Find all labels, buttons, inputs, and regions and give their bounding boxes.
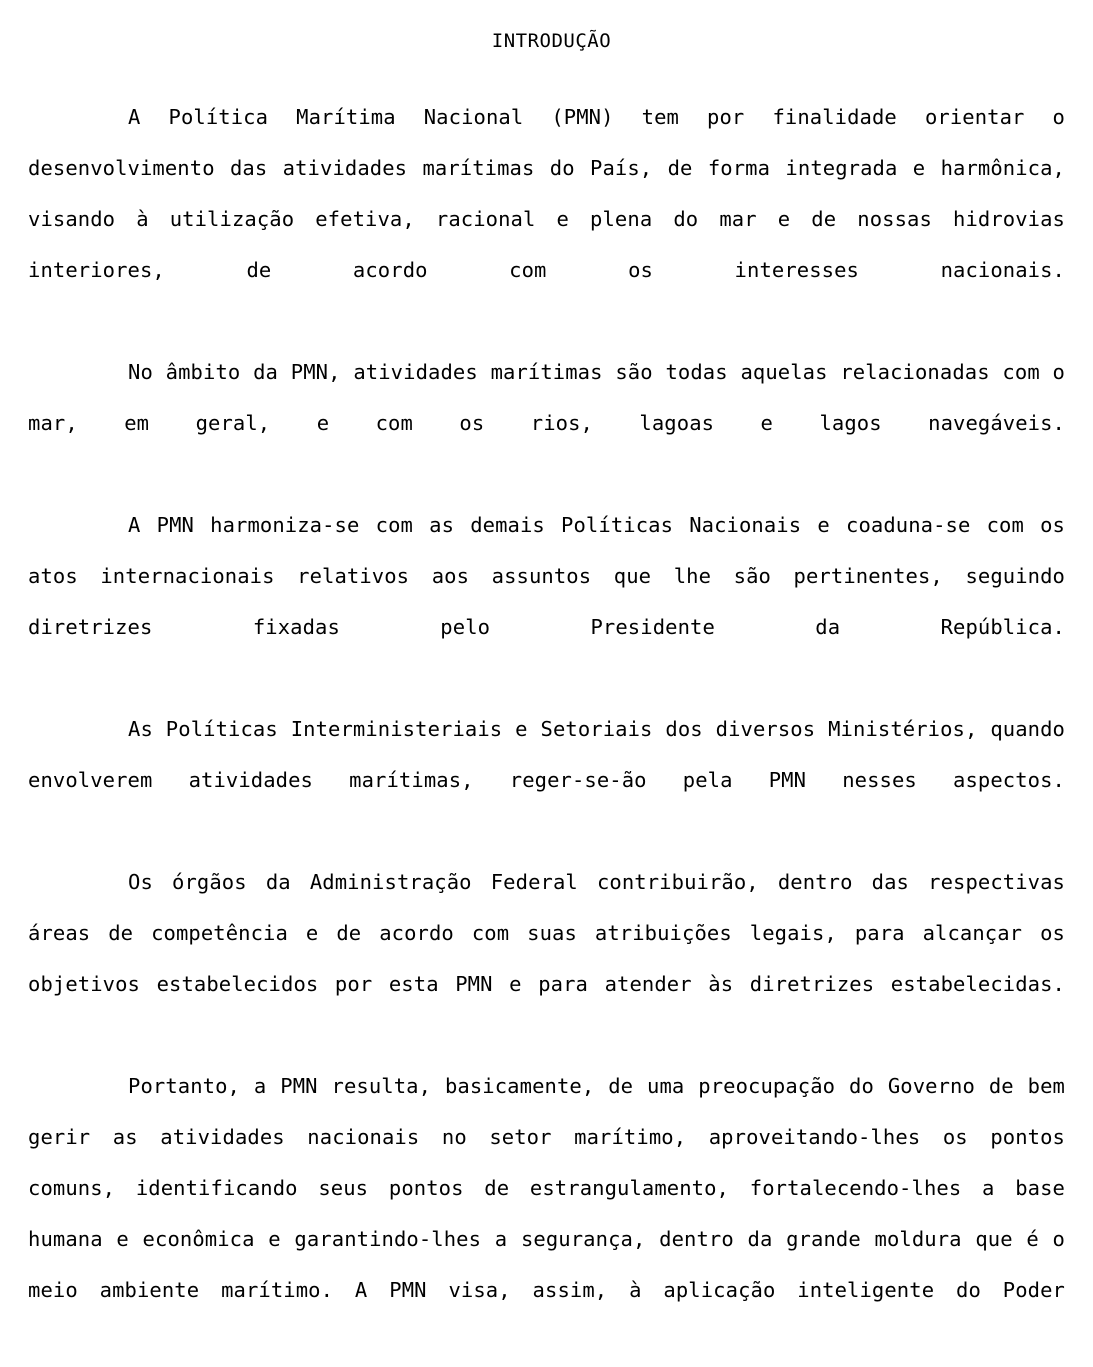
paragraph-text: Os órgãos da Administração Federal contribuirão, dentro das respectivas áreas de competência e de acordo com suas atribuições legais, para alcançar os objetivos estabelecidos por esta PMN e para atender às diretrizes estabelecidas.: [28, 870, 1065, 996]
paragraph-text: A Política Marítima Nacional (PMN) tem por finalidade orientar o desenvolvimento das atividades marítimas do País, de forma integrada e harmônica, visando à utilização efetiva, racional e plena do mar e de nossas hidrovias interiores, de acordo com os interesses nacionais.: [28, 105, 1065, 282]
paragraph-text: No âmbito da PMN, atividades marítimas são todas aquelas relacionadas com o mar, em geral, e com os rios, lagoas e lagos navegáveis.: [28, 360, 1065, 435]
paragraph: [28, 92, 1065, 347]
paragraph: [28, 857, 1065, 1061]
page-title: INTRODUÇÃO: [491, 30, 612, 52]
document-body: [28, 92, 1065, 1367]
paragraph: [28, 500, 1065, 704]
paragraph: [28, 1061, 1065, 1367]
paragraph-text: As Políticas Interministeriais e Setoriais dos diversos Ministérios, quando envolverem atividades marítimas, reger-se-ão pela PMN nesses aspectos.: [28, 717, 1065, 792]
paragraph: [28, 347, 1065, 500]
paragraph: [28, 704, 1065, 857]
paragraph-text: Portanto, a PMN resulta, basicamente, de uma preocupação do Governo de bem gerir as atividades nacionais no setor marítimo, aproveitando-lhes os pontos comuns, identificando seus pontos de estrangulamento, fortalecendo-lhes a base humana e econômica e garantindo-lhes a segurança, dentro da grande moldura que é o meio ambiente marítimo. A PMN visa, assim, à aplicação inteligente do Poder: [28, 1074, 1065, 1302]
paragraph-text: A PMN harmoniza-se com as demais Políticas Nacionais e coaduna-se com os atos internacionais relativos aos assuntos que lhe são pertinentes, seguindo diretrizes fixadas pelo Presidente da República.: [28, 513, 1065, 639]
